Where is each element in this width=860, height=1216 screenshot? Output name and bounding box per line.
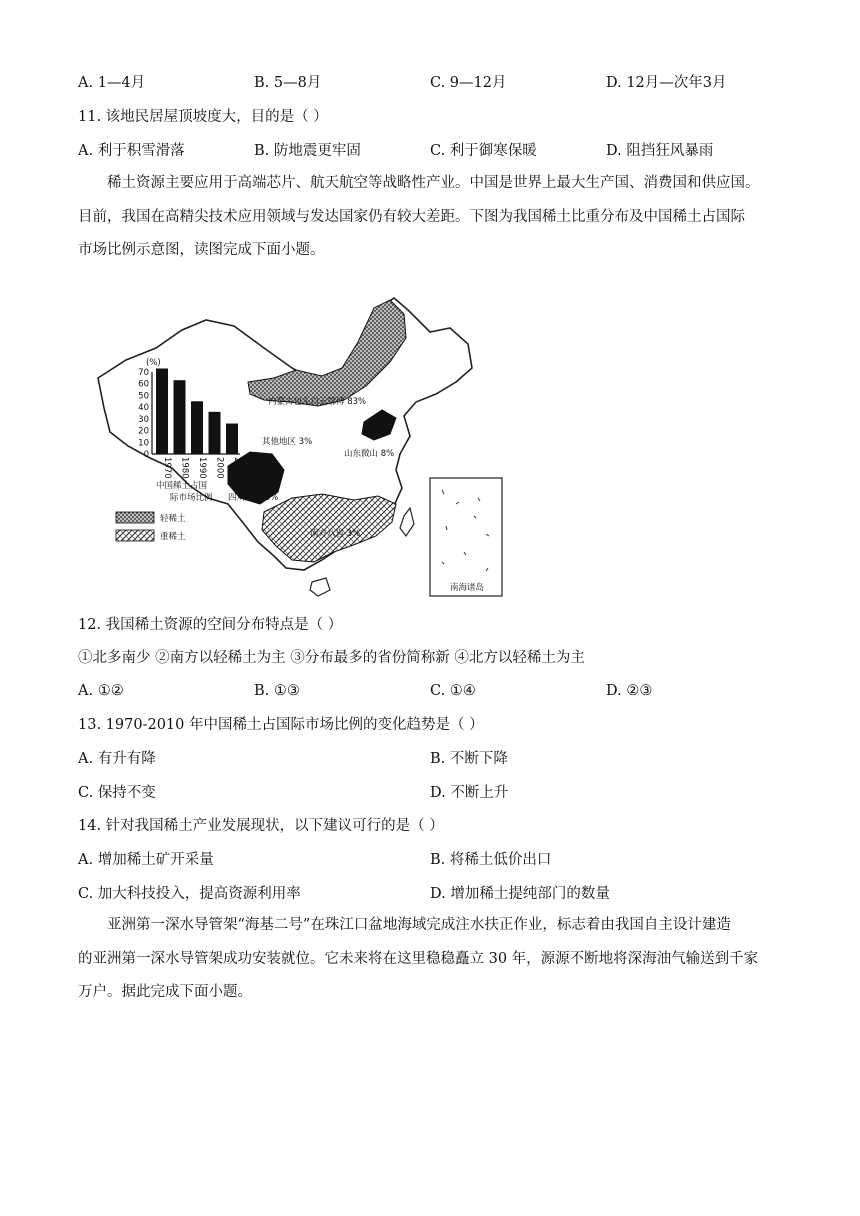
q14-options-row-1 [78,849,798,871]
legend-light-label: 轻稀土 [160,514,186,524]
q11-option-b[interactable]: B. 防地震更牢固 [254,143,361,159]
intro2-line-2: 的亚洲第一深水导管架成功安装就位。它未来将在这里稳稳矗立 30 年，源源不断地将深海油气输送到千家 [78,950,759,967]
south-sea-inset [430,478,502,596]
chart-bar-2000 [209,412,221,454]
q12-option-d[interactable]: D. ②③ [606,683,653,699]
chart-title-line-2: 际市场比例 [170,493,213,503]
q11-stem: 11. 该地民居屋顶坡度大，目的是（ ） [78,109,328,125]
label-south-sea: 南海诸岛 [450,583,485,593]
chart-ylabel: (%) [146,358,161,368]
intro1-line-3: 市场比例示意图，读图完成下面小题。 [78,242,325,258]
rare-earth-figure [78,290,508,600]
q13-options-row-1 [78,748,798,770]
label-south-provinces: 南方八省 3% [310,529,361,539]
q12-options [78,680,798,702]
q12-option-b[interactable]: B. ①③ [254,683,300,699]
q11-option-c[interactable]: C. 利于御寒保暖 [430,143,537,159]
q13-stem: 13. 1970-2010 年中国稀土占国际市场比例的变化趋势是（ ） [78,717,484,733]
hainan-outline [310,578,330,596]
chart-bar-1990 [191,401,203,454]
chart-ytick-label: 30 [138,414,149,425]
q12-option-a[interactable]: A. ①② [78,683,124,699]
chart-ytick-label: 70 [138,368,149,378]
q14-option-c[interactable]: C. 加大科技投入，提高资源利用率 [78,886,301,902]
chart-bar-1970 [156,368,168,454]
intro2-line-1: 亚洲第一深水导管架“海基二号”在珠江口盆地海域完成注水扶正作业，标志着由我国自主设计建造 [107,917,731,933]
chart-xtick-label: 1980 [179,457,190,479]
legend-heavy-swatch [116,530,154,541]
q13-option-c[interactable]: C. 保持不变 [78,785,156,801]
chart-ytick-label: 20 [138,426,149,437]
q14-option-d[interactable]: D. 增加稀土提纯部门的数量 [430,886,610,902]
q14-options-row-2 [78,883,798,905]
q10-options [78,72,798,94]
chart-ytick-label: 10 [138,438,149,449]
q14-option-b[interactable]: B. 将稀土低价出口 [430,852,552,868]
label-other-regions: 其他地区 3% [262,437,313,447]
legend-heavy-label: 重稀土 [160,532,186,542]
rare-earth-map-svg [78,290,508,600]
chart-ytick-label: 0 [143,450,149,460]
chart-bar-1980 [174,380,186,454]
legend-light-swatch [116,512,154,523]
chart-ytick-label: 60 [138,379,149,390]
q13-option-d[interactable]: D. 不断上升 [430,785,509,801]
chart-xtick-label: 2000 [214,457,225,479]
q10-option-c[interactable]: C. 9—12月 [430,75,507,91]
chart-xtick-label: 1990 [197,457,207,479]
label-sichuan: 四川冕宁 3% [228,493,279,503]
chart-bar-2010 [226,424,238,454]
chart-xtick-label: 1970 [162,457,172,479]
q12-stem: 12. 我国稀土资源的空间分布特点是（ ） [78,617,343,633]
q13-option-a[interactable]: A. 有升有降 [78,751,156,767]
intro1-line-1: 稀土资源主要应用于高端芯片、航天航空等战略性产业。中国是世界上最大生产国、消费国和供应国。 [107,175,760,191]
intro1-line-2: 目前，我国在高精尖技术应用领域与发达国家仍有较大差距。下图为我国稀土比重分布及中国稀土占国际 [78,208,745,225]
q13-options-row-2 [78,782,798,804]
intro2-line-3: 万户。据此完成下面小题。 [78,984,252,1000]
q11-option-a[interactable]: A. 利于积雪滑落 [78,143,185,159]
haiji-intro [78,909,784,1010]
label-shandong: 山东微山 8% [344,449,395,459]
q11-options [78,140,798,162]
q12-statements: ①北多南少 ②南方以轻稀土为主 ③分布最多的省份简称新 ④北方以轻稀土为主 [78,650,585,666]
q14-stem: 14. 针对我国稀土产业发展现状，以下建议可行的是（ ） [78,818,444,834]
heavy-rare-earth-south [262,494,396,562]
q10-option-d[interactable]: D. 12月—次年3月 [606,75,727,91]
q10-option-b[interactable]: B. 5—8月 [254,75,322,91]
taiwan-outline [400,508,414,536]
chart-ytick-label: 50 [138,391,149,402]
q12-option-c[interactable]: C. ①④ [430,683,476,699]
label-inner-mongolia: 内蒙古包头白云鄂博 83% [268,397,367,407]
q14-option-a[interactable]: A. 增加稀土矿开采量 [78,852,214,868]
map-legend [116,512,186,542]
chart-title-line-1: 中国稀土占国 [156,481,208,491]
q13-option-b[interactable]: B. 不断下降 [430,751,508,767]
q10-option-a[interactable]: A. 1—4月 [78,75,146,91]
rare-earth-intro [78,167,784,268]
chart-ytick-label: 40 [138,403,149,414]
q11-option-d[interactable]: D. 阻挡狂风暴雨 [606,143,714,159]
chart-xtick-label: 2010 [232,457,242,479]
